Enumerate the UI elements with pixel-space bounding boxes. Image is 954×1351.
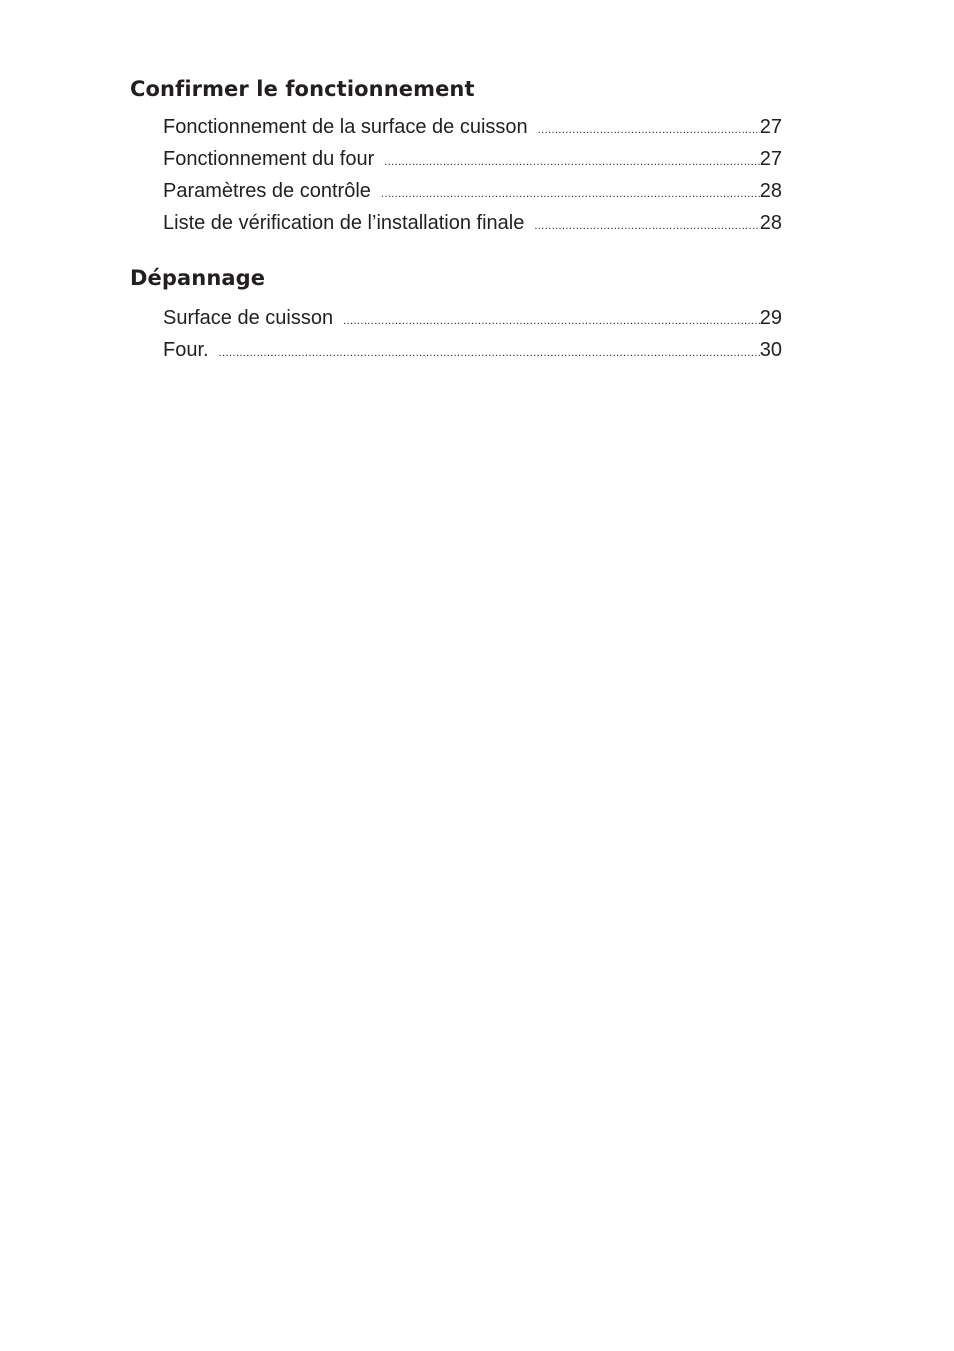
toc-entry[interactable]: [130, 302, 782, 334]
toc-entry-page-number: 29: [759, 307, 782, 329]
toc-entry-page-number: 28: [759, 180, 782, 202]
toc-entry-title: Four.: [163, 339, 209, 361]
dot-leader: [384, 157, 760, 168]
toc-section-confirmer-le-fonctionnement: [130, 74, 782, 239]
toc-entry-page-number: 27: [759, 148, 782, 170]
toc-entry[interactable]: [130, 334, 782, 366]
toc-entry-title: Surface de cuisson: [163, 307, 334, 329]
dot-leader: [538, 125, 760, 136]
section-title: Confirmer le fonctionnement: [130, 77, 475, 101]
dot-leader: [219, 348, 760, 359]
toc-entry-title: Fonctionnement de la surface de cuisson: [163, 116, 528, 138]
toc-entry[interactable]: [130, 175, 782, 207]
dot-leader: [343, 316, 760, 327]
section-title: Dépannage: [130, 266, 266, 290]
dot-leader: [381, 189, 760, 200]
toc-entry-list: [130, 302, 782, 366]
toc-entry-title: Fonctionnement du four: [163, 148, 375, 170]
dot-leader: [534, 221, 759, 232]
table-of-contents: [130, 74, 782, 366]
toc-entry-title: Liste de vérification de l’installation finale: [163, 212, 525, 234]
toc-entry[interactable]: [130, 143, 782, 175]
toc-entry[interactable]: [130, 207, 782, 239]
toc-entry-page-number: 30: [759, 339, 782, 361]
toc-entry-list: [130, 111, 782, 239]
toc-entry-page-number: 28: [759, 212, 782, 234]
toc-section-depannage: [130, 263, 782, 366]
toc-entry-title: Paramètres de contrôle: [163, 180, 371, 202]
toc-entry[interactable]: [130, 111, 782, 143]
toc-entry-page-number: 27: [759, 116, 782, 138]
